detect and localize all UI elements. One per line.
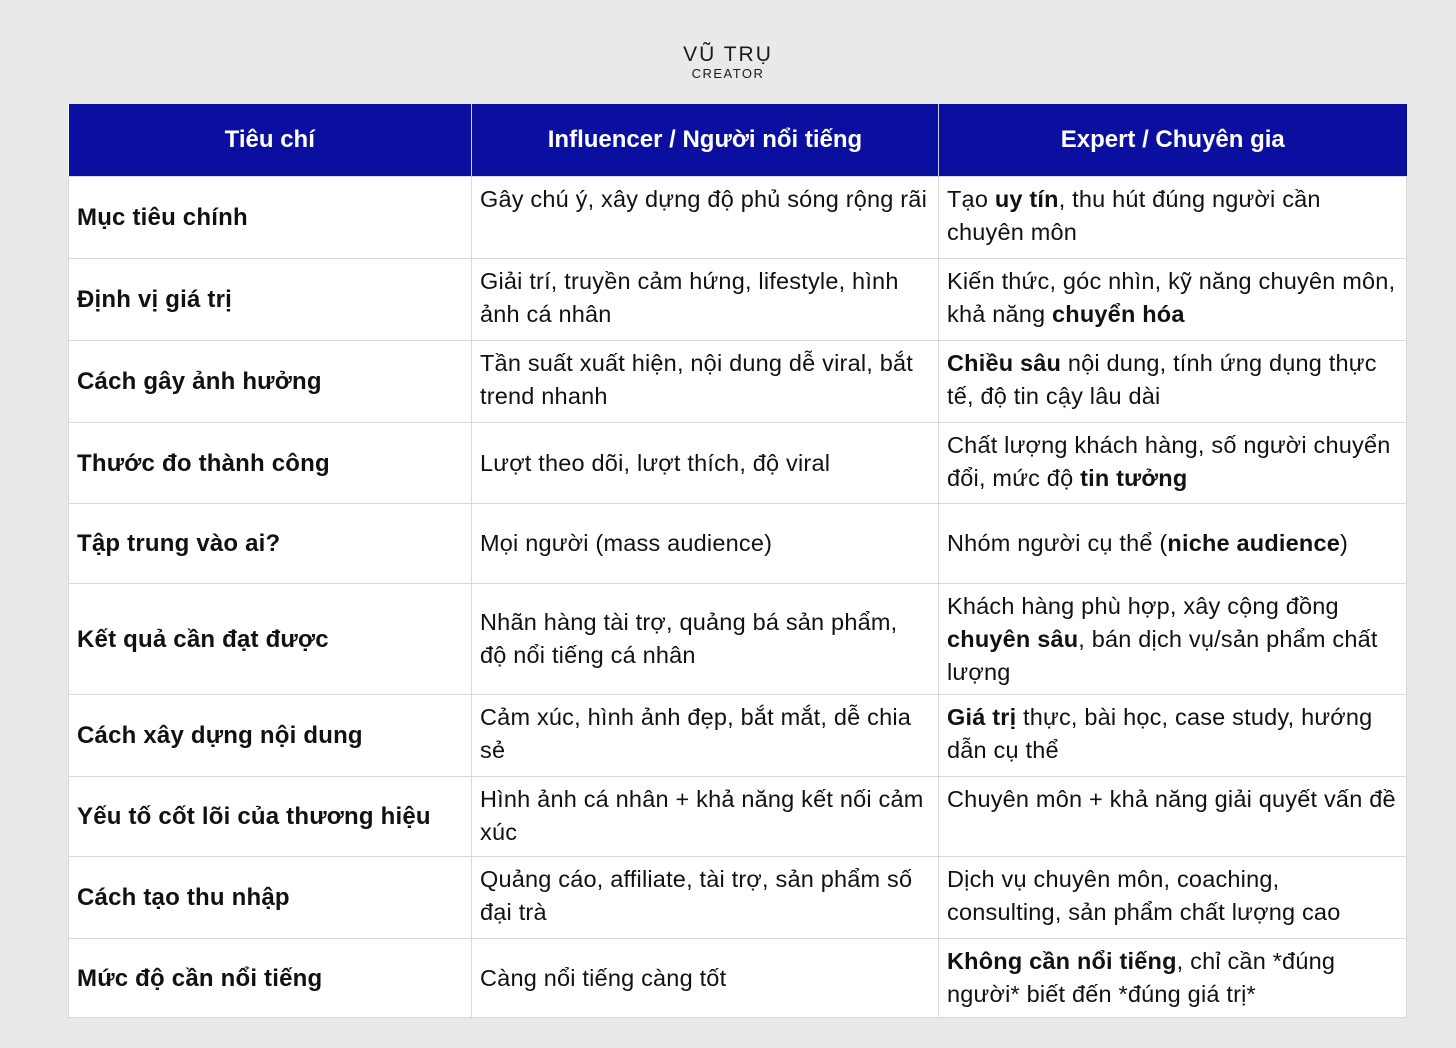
table-row (69, 857, 1407, 939)
criterion-cell: Định vị giá trị (69, 259, 472, 341)
criterion-cell: Mục tiêu chính (69, 177, 472, 259)
expert-text-bold: chuyển hóa (1052, 301, 1185, 327)
header-influencer: Influencer / Người nổi tiếng (472, 104, 939, 177)
criterion-cell: Kết quả cần đạt được (69, 584, 472, 695)
expert-cell (939, 341, 1407, 423)
influencer-cell: Hình ảnh cá nhân + khả năng kết nối cảm xúc (472, 777, 939, 857)
table-row (69, 777, 1407, 857)
criterion-cell: Cách gây ảnh hưởng (69, 341, 472, 423)
influencer-cell: Quảng cáo, affiliate, tài trợ, sản phẩm số đại trà (472, 857, 939, 939)
expert-cell (939, 177, 1407, 259)
expert-cell (939, 423, 1407, 504)
expert-cell (939, 695, 1407, 777)
expert-text-bold: Chiều sâu (947, 350, 1062, 376)
criterion-cell: Thước đo thành công (69, 423, 472, 504)
influencer-cell: Nhãn hàng tài trợ, quảng bá sản phẩm, độ nổi tiếng cá nhân (472, 584, 939, 695)
expert-text-pre: Khách hàng phù hợp, xây cộng đồng (947, 592, 1339, 619)
table-row (69, 259, 1407, 341)
table-row (69, 341, 1407, 423)
expert-text-bold: Giá trị (947, 704, 1017, 730)
expert-cell (939, 504, 1407, 584)
header-expert: Expert / Chuyên gia (939, 104, 1407, 177)
table-row (69, 177, 1407, 259)
expert-text-pre: Chuyên môn + khả năng giải quyết vấn đề (947, 786, 1396, 812)
criterion-cell: Mức độ cần nổi tiếng (69, 939, 472, 1018)
expert-text-pre: Dịch vụ chuyên môn, coaching, consulting, sản phẩm chất lượng cao (947, 866, 1341, 925)
influencer-cell: Càng nổi tiếng càng tốt (472, 939, 939, 1018)
expert-cell (939, 259, 1407, 341)
table-row (69, 695, 1407, 777)
comparison-table (68, 104, 1407, 1018)
influencer-cell: Cảm xúc, hình ảnh đẹp, bắt mắt, dễ chia sẻ (472, 695, 939, 777)
brand-logo (0, 44, 1456, 80)
criterion-cell: Yếu tố cốt lõi của thương hiệu (69, 777, 472, 857)
influencer-cell: Mọi người (mass audience) (472, 504, 939, 584)
expert-text-pre: Nhóm người cụ thể ( (947, 530, 1168, 556)
expert-text-post: , chỉ cần *đúng người* biết đến *đúng giá trị* (947, 948, 1336, 1007)
expert-text-bold: chuyên sâu (947, 625, 1079, 652)
expert-text-pre: Tạo (947, 186, 995, 212)
criterion-cell: Cách xây dựng nội dung (69, 695, 472, 777)
expert-text-pre: Chất lượng khách hàng, số người chuyển đổi, mức độ (947, 432, 1391, 491)
table-header-row (69, 104, 1407, 177)
influencer-cell: Gây chú ý, xây dựng độ phủ sóng rộng rãi (472, 177, 939, 259)
expert-text-post: , thu hút đúng người cần chuyên môn (947, 186, 1321, 245)
table-row (69, 584, 1407, 695)
expert-text-post: nội dung, tính ứng dụng thực tế, độ tin cậy lâu dài (947, 350, 1377, 409)
expert-cell (939, 584, 1407, 695)
expert-text-post: ) (1340, 530, 1349, 556)
header-criterion: Tiêu chí (69, 104, 472, 177)
table-row (69, 423, 1407, 504)
logo-line1: VŨ TRỤ (683, 43, 773, 66)
expert-text-bold: niche audience (1167, 530, 1341, 556)
influencer-cell: Tần suất xuất hiện, nội dung dễ viral, bắt trend nhanh (472, 341, 939, 423)
criterion-cell: Tập trung vào ai? (69, 504, 472, 584)
expert-text-bold: tin tưởng (1080, 465, 1188, 491)
table-row (69, 504, 1407, 584)
expert-text-bold: Không cần nổi tiếng (947, 948, 1177, 974)
influencer-cell: Lượt theo dõi, lượt thích, độ viral (472, 423, 939, 504)
expert-text-post: thực, bài học, case study, hướng dẫn cụ thể (947, 704, 1373, 763)
logo-line2: CREATOR (691, 66, 765, 81)
expert-cell (939, 777, 1407, 857)
expert-text-bold: uy tín (994, 186, 1059, 212)
expert-cell (939, 939, 1407, 1018)
table-row (69, 939, 1407, 1018)
expert-text-pre: Kiến thức, góc nhìn, kỹ năng chuyên môn, khả năng (947, 268, 1396, 327)
expert-cell (939, 857, 1407, 939)
criterion-cell: Cách tạo thu nhập (69, 857, 472, 939)
expert-text-post: , bán dịch vụ/sản phẩm chất lượng (947, 625, 1378, 685)
influencer-cell: Giải trí, truyền cảm hứng, lifestyle, hình ảnh cá nhân (472, 259, 939, 341)
